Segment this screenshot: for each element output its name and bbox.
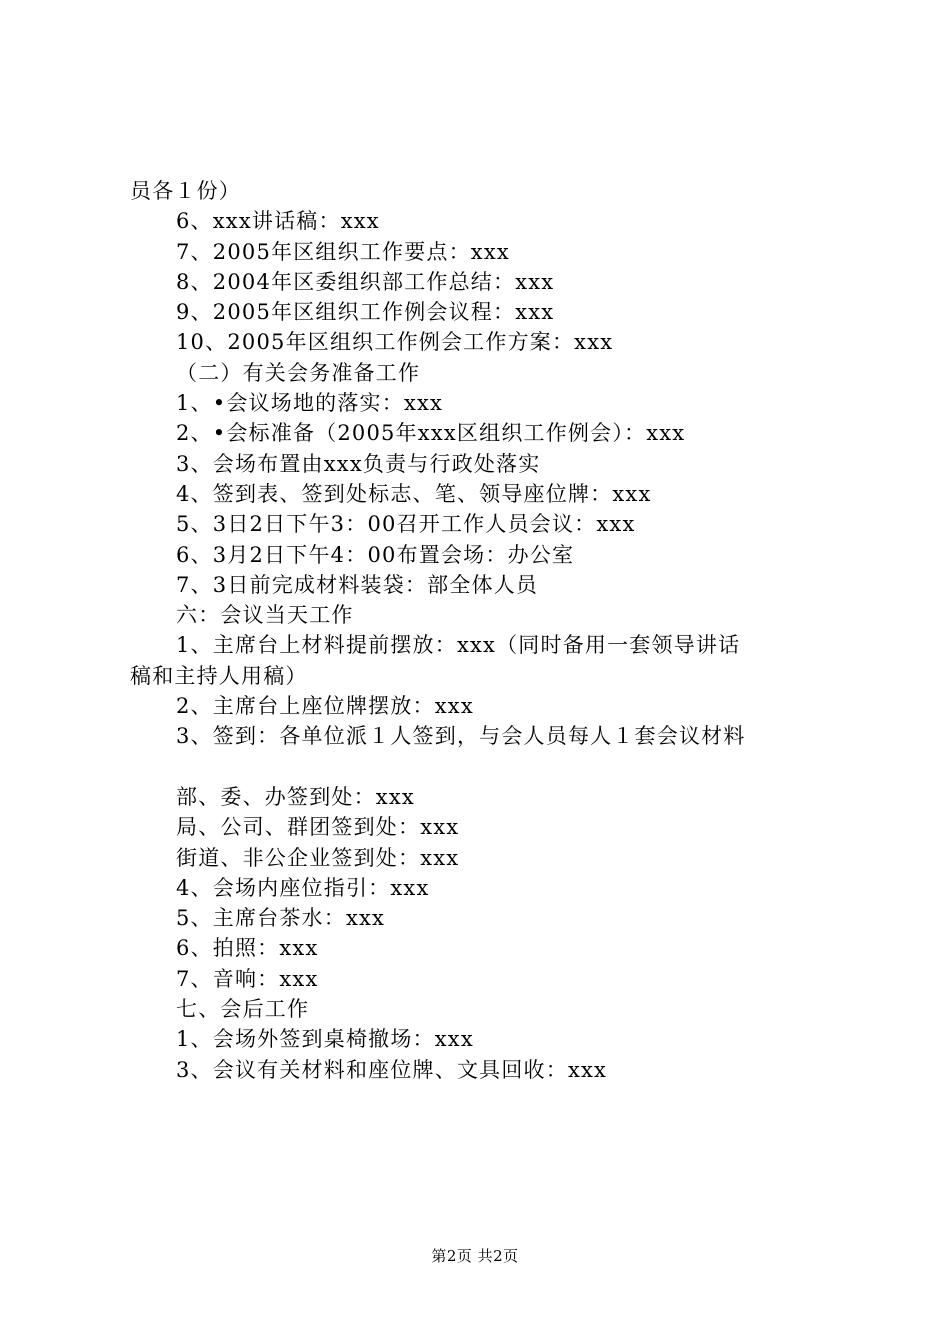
document-line: 七、会后工作 [176,997,310,1022]
document-line: 5、3日2日下午3：00召开工作人员会议：xxx [176,512,636,537]
document-line: 7、音响：xxx [176,966,319,991]
document-line: 1、•会议场地的落实：xxx [176,391,444,416]
document-line: 7、3日前完成材料装袋：部全体人员 [176,572,539,597]
document-line: 6、xxx讲话稿：xxx [176,209,380,234]
document-line: 1、主席台上材料提前摆放：xxx（同时备用一套领导讲话 [176,633,741,658]
text-block-after-gap [130,782,835,1085]
page-footer: 第2页 共2页 [431,1247,519,1265]
document-line: 2、主席台上座位牌摆放：xxx [176,694,474,719]
blank-line [130,752,835,782]
document-line: 9、2005年区组织工作例会议程：xxx [176,300,555,325]
document-line: 8、2004年区委组织部工作总结：xxx [176,269,555,294]
document-line: 3、签到：各单位派１人签到，与会人员每人１套会议材料 [176,724,746,749]
document-line: 1、会场外签到桌椅撤场：xxx [176,1027,474,1052]
document-line: （二）有关会务准备工作 [176,360,421,385]
document-line: 局、公司、群团签到处：xxx [176,815,460,840]
document-line: 5、主席台茶水：xxx [176,906,386,931]
document-line: 街道、非公企业签到处：xxx [176,845,460,870]
document-line: 7、2005年区组织工作要点：xxx [176,239,510,264]
document-line: 4、会场内座位指引：xxx [176,875,430,900]
document-line: 部、委、办签到处：xxx [176,784,415,809]
document-line: 6、拍照：xxx [176,936,319,961]
document-line: 3、会场布置由xxx负责与行政处落实 [176,451,541,476]
document-line: 稿和主持人用稿） [130,663,308,688]
document-line: 3、会议有关材料和座位牌、文具回收：xxx [176,1057,608,1082]
document-line: 员各１份） [130,179,241,203]
text-block-before-gap [130,176,835,752]
document-line: 10、2005年区组织工作例会工作方案：xxx [176,330,614,355]
document-body [130,176,835,1085]
document-line: 4、签到表、签到处标志、笔、领导座位牌：xxx [176,481,652,506]
document-line: 2、•会标准备（2005年xxx区组织工作例会）：xxx [176,421,686,446]
document-line: 6、3月2日下午4：00布置会场：办公室 [176,542,575,567]
document-line: 六：会议当天工作 [176,603,354,628]
